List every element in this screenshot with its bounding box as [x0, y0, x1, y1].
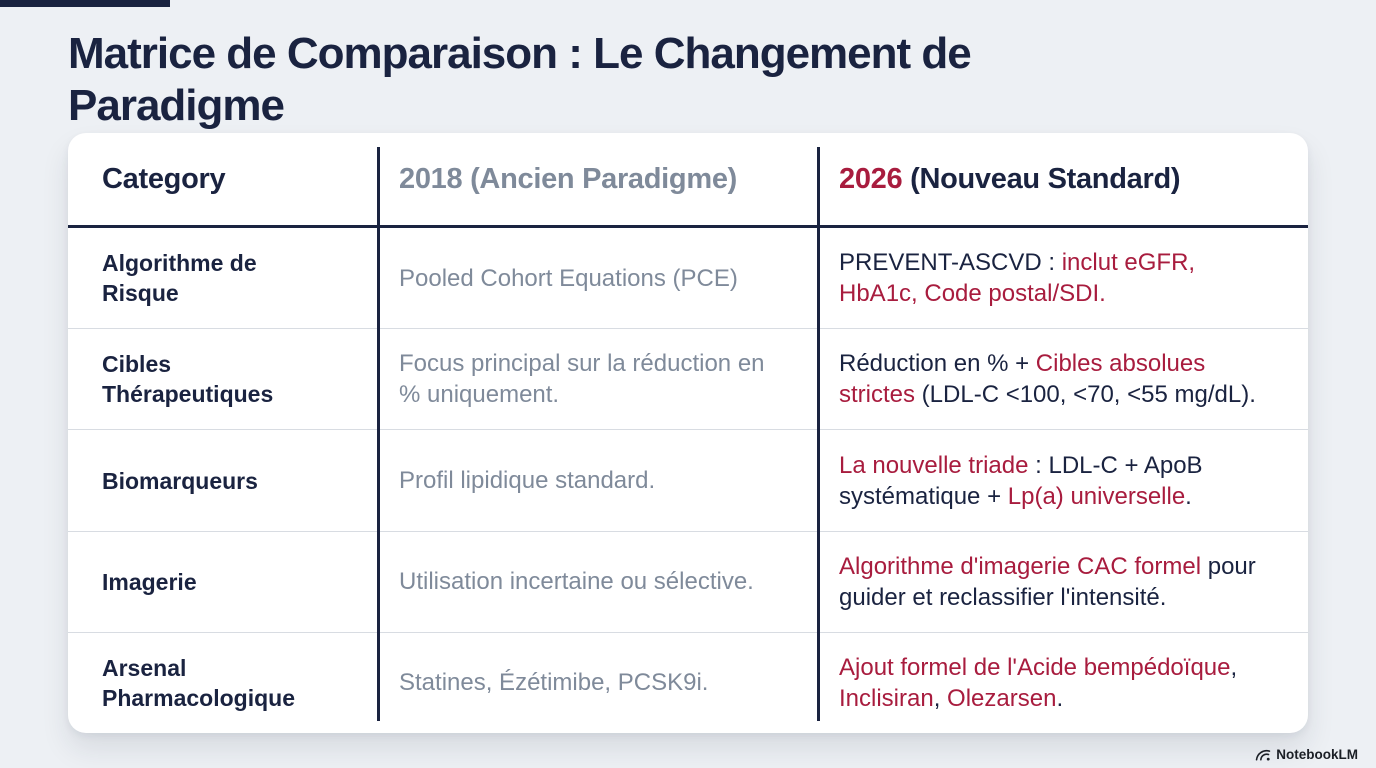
text-segment: (LDL-C <100, <70, <55 mg/dL).: [915, 381, 1256, 409]
old-paradigm-cell: Focus principal sur la réduction en % uniquement.: [399, 350, 765, 409]
new-standard-cell: [817, 652, 1308, 714]
table-row: [68, 532, 1308, 633]
new-standard-cell: [817, 348, 1308, 410]
text-segment: : LDL-C + ApoB systématique +: [839, 451, 1203, 510]
category-cell: Cibles Thérapeutiques: [102, 351, 274, 408]
category-cell: Biomarqueurs: [102, 467, 258, 494]
category-cell: Arsenal Pharmacologique: [102, 654, 295, 711]
text-segment: Ajout formel de l'Acide bempédoïque: [839, 653, 1231, 681]
old-paradigm-cell: Statines, Ézétimibe, PCSK9i.: [399, 669, 709, 697]
category-cell: Imagerie: [102, 568, 197, 595]
new-standard-cell: [817, 551, 1308, 613]
text-segment: Inclisiran: [839, 684, 934, 712]
new-standard-cell: [817, 450, 1308, 512]
text-segment: ,: [1230, 653, 1238, 681]
table-row: [68, 430, 1308, 531]
text-segment: Réduction en % +: [839, 350, 1036, 378]
text-segment: (Nouveau Standard): [902, 162, 1181, 195]
table-row: [68, 633, 1308, 733]
table-header-row: [68, 133, 1308, 228]
new-standard-cell: [817, 247, 1308, 309]
table-body: [68, 228, 1308, 733]
column-divider: [817, 147, 820, 721]
text-segment: .: [1056, 684, 1064, 712]
text-segment: La nouvelle triade: [839, 451, 1029, 479]
text-segment: Algorithme d'imagerie CAC formel: [839, 552, 1202, 580]
old-paradigm-cell: Profil lipidique standard.: [399, 467, 656, 494]
text-segment: Lp(a) universelle: [1007, 482, 1186, 510]
text-segment: Olezarsen: [947, 684, 1057, 712]
table-row: [68, 228, 1308, 329]
old-paradigm-cell: Pooled Cohort Equations (PCE): [399, 264, 738, 292]
category-cell: Algorithme de Risque: [102, 250, 257, 307]
header-category: Category: [102, 162, 226, 195]
text-segment: inclut eGFR, HbA1c, Code postal/SDI.: [839, 249, 1196, 308]
text-segment: pour guider et reclassifier l'intensité.: [839, 552, 1256, 611]
old-paradigm-cell: Utilisation incertaine ou sélective.: [399, 568, 754, 596]
table-row: [68, 329, 1308, 430]
top-edge-mark: [0, 0, 170, 7]
header-2026-nouveau-standard: [817, 163, 1308, 196]
text-segment: ,: [933, 684, 948, 712]
comparison-table-card: [68, 133, 1308, 733]
notebooklm-watermark: [1255, 747, 1358, 762]
notebooklm-brand-label: NotebookLM: [1276, 747, 1358, 762]
text-segment: PREVENT-ASCVD :: [839, 249, 1062, 277]
notebooklm-logo-icon: [1255, 748, 1271, 761]
column-divider: [377, 147, 380, 721]
text-segment: 2026: [839, 162, 903, 195]
text-segment: Cibles absolues strictes: [839, 350, 1206, 409]
page-title: Matrice de Comparaison : Le Changement de Paradigme: [68, 29, 971, 130]
header-2018-ancien-paradigme: 2018 (Ancien Paradigme): [399, 162, 738, 195]
text-segment: .: [1185, 482, 1192, 510]
